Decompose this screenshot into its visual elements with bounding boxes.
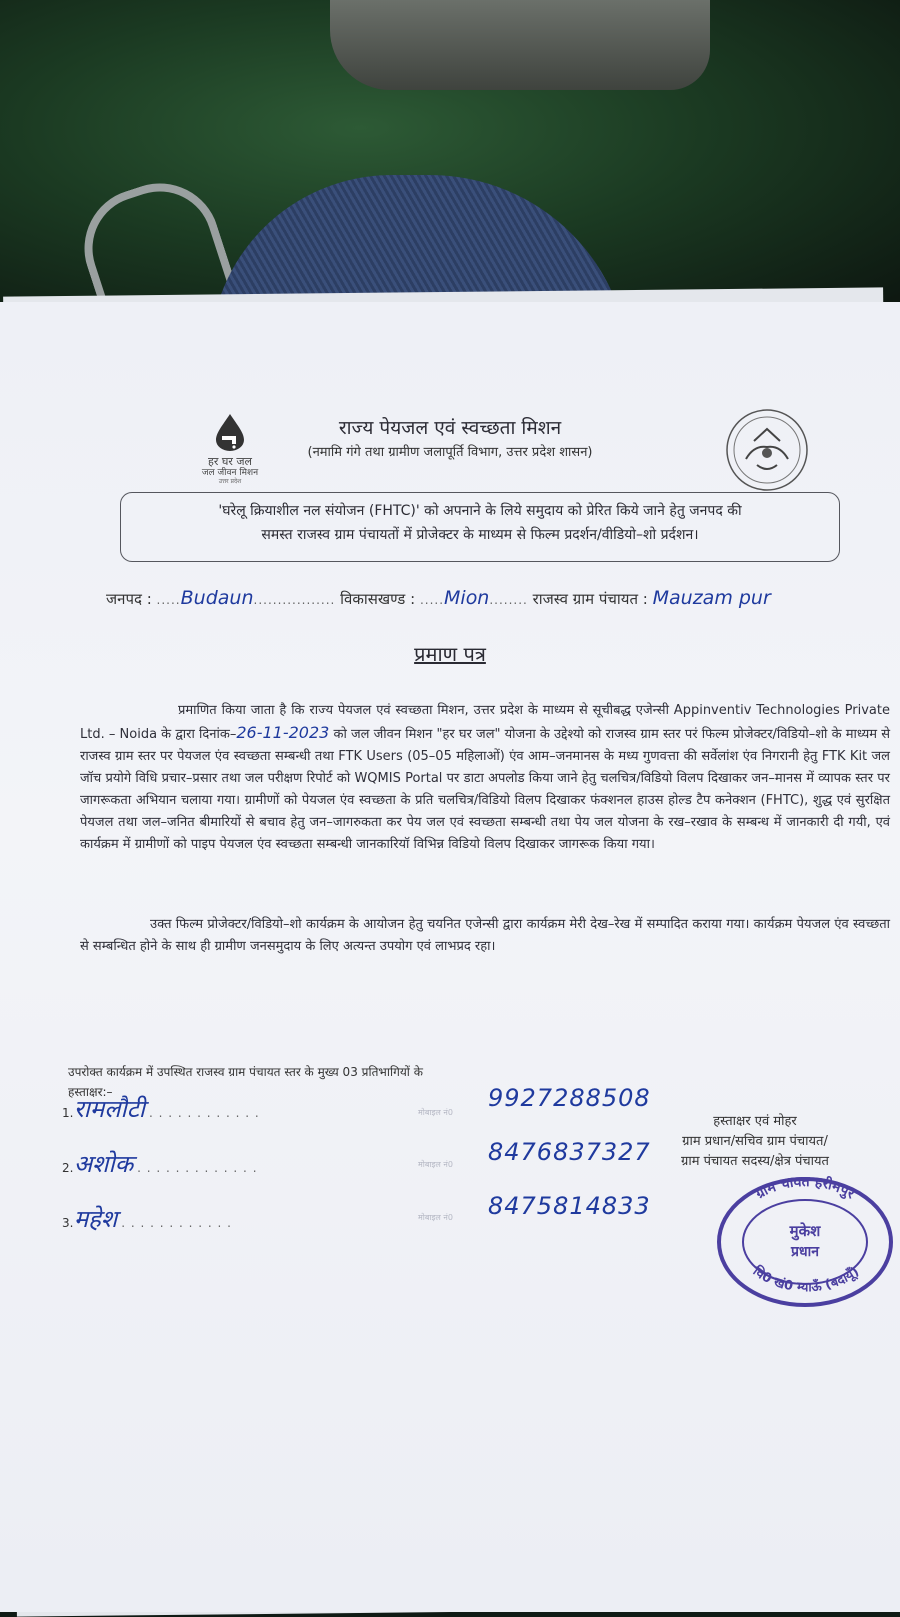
- program-line-1: 'घरेलू क्रियाशील नल संयोजन (FHTC)' को अपनाने के लिये समुदाय को प्रेरित किये जाने हेतु जनपद की: [218, 503, 742, 519]
- logo-text-2: जल जीवन मिशन: [201, 468, 259, 478]
- district-value: Budaun: [180, 587, 254, 609]
- program-date: 26-11-2023: [236, 723, 330, 742]
- certificate-page: [0, 302, 900, 1612]
- mobile-label: मोबाइल नं0: [418, 1213, 453, 1222]
- signatures-heading-line-2: हस्ताक्षर:–: [68, 1085, 113, 1099]
- stamp-designation: प्रधान: [791, 1244, 819, 1260]
- logo-text-1: हर घर जल: [208, 455, 252, 468]
- signature-row-2: 2. अशोक . . . . . . . . . . . . .: [62, 1150, 258, 1178]
- program-title-box: [120, 492, 840, 562]
- location-fields: जनपद : .....Budaun................. विकासखण्ड : .....Mion........ राजस्व ग्राम पंचायत : Mauzam pur: [106, 587, 771, 609]
- block-value: Mion: [444, 587, 490, 609]
- pradhan-stamp: [715, 1170, 895, 1308]
- mission-title: राज्य पेयजल एवं स्वच्छता मिशन: [338, 417, 562, 439]
- participant-signature: अशोक: [73, 1150, 134, 1178]
- signature-number: 3.: [62, 1216, 74, 1230]
- certificate-paragraph-1: [80, 700, 890, 856]
- block-label: विकासखण्ड :: [340, 590, 416, 608]
- para1-text-b: को जल जीवन मिशन "हर घर जल" योजना के उद्देश्यो को राजस्व ग्राम स्तर परं फिल्म प्रोजेक्टर/विडियो–शो के माध्यम से राजस्व ग्राम स्तर पर पेयजल एंव स्वच्छता सम्बन्धी तथा FTK Users (05–05 महिलाओं) एंव आम–जनमानस के मध्य गुणवत्ता की सर्वेलांश एंव निगरानी हेतु FTK Kit जल जॉच प्रयोगे विधि प्रचार–प्रसार तथा जल परीक्षण रिपोर्ट को WQMIS Portal पर डाटा अपलोड किया जाने हेतु चलचित्र/विडियो विलप दिखाकर जन–मानस में व्यापक स्तर पर जागरूकता अभियान चलाया गया। ग्रामीणों को पेयजल एंव स्वच्छता के प्रति चलचित्र/विडियो विलप दिखाकर फंक्शनल हाउस होल्ड टैप कनेक्शन (FHTC), शुद्ध एवं सुरक्षित पेयजल तथा जल–जनित बीमारियों से बचाव हेतु जन–जागरुकता कर पेय जल एवं स्वच्छता सम्बन्धी तथा पेय जल योजना के रख–रखाव के सम्बन्ध में जानकारी दी गयी, एवं कार्यक्रम में ग्रामीणों को पाइप पेयजल एंव स्वच्छता सम्बन्धी जानकारियॉ विभिन्न विडियो विलप दिखाकर जागरूक किया गया।: [80, 727, 890, 852]
- signatures-heading-line-1: उपरोक्त कार्यक्रम में उपस्थित राजस्व ग्राम पंचायत स्तर के मुख्य 03 प्रतिभागियों के: [68, 1065, 423, 1079]
- up-emblem-icon: [724, 407, 810, 493]
- participant-signature: महेश: [73, 1205, 118, 1233]
- participant-phone: 9927288508: [488, 1084, 651, 1112]
- signature-row-1: 1. रामलौटी . . . . . . . . . . . .: [62, 1095, 260, 1123]
- participant-signature: रामलौटी: [73, 1095, 146, 1123]
- signature-row-3: 3. महेश . . . . . . . . . . . .: [62, 1205, 232, 1233]
- background-bag: [330, 0, 710, 90]
- certificate-heading: प्रमाण पत्र: [414, 642, 486, 666]
- mobile-label: मोबाइल नं0: [418, 1160, 453, 1169]
- certificate-paragraph-2: उक्त फिल्म प्रोजेक्टर/विडियो–शो कार्यक्रम के आयोजन हेतु चयनित एजेन्सी द्वारा कार्यक्रम मेरी देख–रेख में सम्पादित कराया गया। कार्यक्रम पेयजल एंव स्वच्छता से सम्बन्धित होने के साथ ही ग्रामीण जनसमुदाय के लिए अत्यन्त उपयोग एवं लाभप्रद रहा।: [80, 917, 890, 954]
- pradhan-signature-label: [650, 1112, 860, 1172]
- para1-text-a: प्रमाणित किया जाता है कि राज्य पेयजल एवं स्वच्छता मिशन, उत्तर प्रदेश के माध्यम से सूचीबद्ध एजेन्सी Appinventiv Technologies Private Ltd. – Noida के द्वारा दिनांक–: [80, 703, 890, 742]
- stamp-bottom-text: वि0 खं0 म्याऊँ (बदायूँ): [749, 1264, 863, 1296]
- pradhan-line-2: ग्राम प्रधान/सचिव ग्राम पंचायत/: [682, 1134, 828, 1149]
- pradhan-line-1: हस्ताक्षर एवं मोहर: [713, 1114, 797, 1129]
- signature-number: 2.: [62, 1161, 74, 1175]
- stamp-name: मुकेश: [789, 1222, 821, 1240]
- logo-text-3: उत्तर प्रदेश: [218, 478, 242, 485]
- district-label: जनपद :: [106, 590, 152, 608]
- panchayat-value: Mauzam pur: [652, 587, 771, 609]
- signature-number: 1.: [62, 1106, 74, 1120]
- mobile-label: मोबाइल नं0: [418, 1108, 453, 1117]
- panchayat-label: राजस्व ग्राम पंचायत :: [532, 590, 648, 608]
- participant-phone: 8476837327: [488, 1138, 651, 1166]
- mission-subtitle: (नमामि गंगे तथा ग्रामीण जलापूर्ति विभाग, उत्तर प्रदेश शासन): [307, 445, 593, 460]
- program-line-2: समस्त राजस्व ग्राम पंचायतों में प्रोजेक्टर के माध्यम से फिल्म प्रदर्शन/वीडियो–शो प्रर्दशन।: [261, 527, 699, 543]
- pradhan-line-3: ग्राम पंचायत सदस्य/क्षेत्र पंचायत: [681, 1154, 829, 1169]
- participant-phone: 8475814833: [488, 1192, 651, 1220]
- stamp-top-text: ग्राम चावत हरीमपुर: [753, 1173, 858, 1203]
